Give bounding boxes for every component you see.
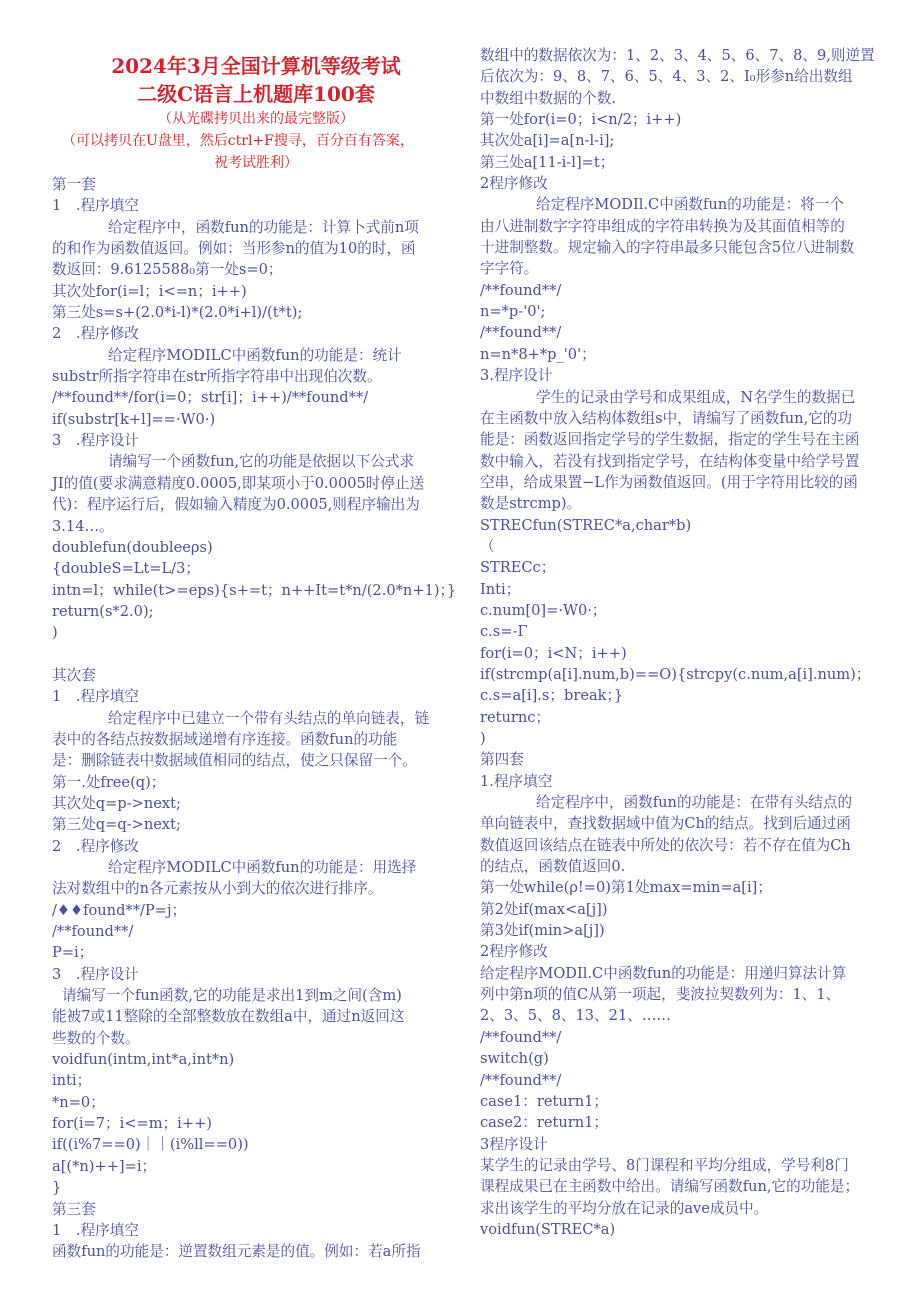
text-line: 表中的各结点按数据域递增有序连接。函数fun的功能 [52, 730, 398, 748]
text-line: switch(g) [480, 1050, 549, 1068]
right-body-text [480, 45, 888, 1240]
text-line: 第一处while(ρ!=0)第1处max=min=a[i]； [480, 879, 772, 897]
text-line: case2：return1； [480, 1114, 609, 1132]
text-line: P=i； [52, 944, 94, 962]
text-line: 2程序修改 [480, 175, 548, 193]
text-line: return(s*2.0); [52, 602, 154, 620]
text-line: c.num[0]=·W0·； [480, 601, 607, 619]
text-line: 学生的记录由学号和成果组成，N名学生的数据已 [536, 388, 856, 406]
text-line: 给定程序MODILC中函数fun的功能是：统计 [108, 346, 402, 364]
text-line: 能是：函数返回指定学号的学生数据，指定的学生号在主函 [480, 431, 860, 449]
subtitle-line2: （可以拷贝在U盘里，然后ctrl+F搜寻，百分百有答案， [62, 133, 414, 149]
text-line: 2 .程序修改 [52, 837, 139, 855]
text-line: for(i=0；i<N；i++) [480, 644, 627, 662]
text-line: 给定程序中已建立一个带有头结点的单向链表，链 [108, 709, 430, 727]
text-line: STRECc； [480, 559, 556, 577]
text-line: 其次处q=p->next; [52, 794, 181, 812]
text-line: 2 .程序修改 [52, 325, 139, 343]
document-title-line1: 2024年3月全国计算机等级考试 [111, 54, 401, 78]
text-line: voidfun(STREC*a) [480, 1220, 616, 1238]
text-line: 给定程序MODIl.C中函数fun的功能是：将一个 [536, 196, 844, 214]
text-line: JI的值(要求满意精度0.0005,即某项小于0.0005时停止送 [52, 474, 425, 492]
text-line: 数是strcmp)。 [480, 495, 582, 513]
text-line: n=*p-'0'; [480, 303, 546, 321]
subtitle-line3: 祝考试胜利） [214, 155, 298, 171]
text-line: 3程序设计 [480, 1135, 548, 1153]
text-line: *n=0； [52, 1093, 105, 1111]
text-line: 第四套 [480, 751, 524, 769]
right-column [480, 45, 888, 1240]
text-line: 给定程序MODILC中函数fun的功能是：用选择 [108, 859, 417, 876]
text-line: 给定程序中，函数fun的功能是：计算卜式前n项 [108, 218, 419, 236]
text-line [52, 644, 460, 665]
text-line: voidfun(intm,int*a,int*n) [52, 1051, 235, 1069]
text-line: 数中输入，若没有找到指定学号，在结构体变量中给学号置 [480, 452, 860, 470]
text-line: 的和作为函数值返回。例如：当形参n的值为10的时，函 [52, 240, 416, 258]
document-title-line2: 二级C语言上机题库100套 [137, 82, 375, 106]
text-line: returnc； [480, 708, 551, 726]
text-line: 列中第n项的值C从第一项起，斐波拉契数列为：1、1、 [480, 986, 841, 1004]
text-line: 数返回：9.6125588₀第一处s=0； [52, 261, 283, 279]
text-line: substr所指字符串在str所指字符串中出现伯次数。 [52, 368, 382, 386]
text-line: a[(*n)++]=i； [52, 1157, 157, 1175]
text-line: 中数组中数据的个数. [480, 89, 616, 107]
text-line: for(i=7；i<=m；i++) [52, 1115, 213, 1133]
text-line: 1.程序填空 [480, 772, 553, 790]
text-line: 其次处a[i]=a[n-l-i]; [480, 132, 615, 150]
text-line: } [52, 1179, 62, 1197]
text-line: 其次套 [52, 666, 96, 684]
text-line: 给定程序中，函数fun的功能是：在带有头结点的 [536, 794, 853, 812]
text-line: /**found**/ [480, 1028, 562, 1046]
text-line: 其次处for(i=l；i<=n；i++) [52, 282, 247, 300]
text-line: 字字符。 [480, 260, 539, 278]
left-body-text [52, 174, 460, 1263]
text-line: 第三处a[11-i-l]=t； [480, 153, 615, 171]
text-line: 1 .程序填空 [52, 688, 139, 706]
text-line: 数组中的数据依次为：1、2、3、4、5、6、7、8、9,则逆置 [480, 47, 875, 64]
text-line: /**found**/for(i=0；str[i]；i++)/**found**/ [52, 389, 369, 407]
text-line: n=n*8+*p_'0'； [480, 345, 596, 363]
text-line: 是：删除链表中数据域值相同的结点，使之只保留一个。 [52, 752, 417, 770]
text-line: 第3处if(min>a[j]) [480, 922, 605, 940]
text-line: /♦♦found**/P=j； [52, 901, 187, 919]
text-line: 1 .程序填空 [52, 197, 139, 215]
text-line: /**found**/ [480, 1071, 562, 1089]
text-line: 些数的个数。 [52, 1029, 140, 1047]
text-line: 空串，给成果置−L作为函数值返回。(用于字符用比较的函 [480, 473, 858, 491]
text-line: 十进制整数。规定输入的字符串最多只能包含5位八进制数 [480, 239, 855, 257]
text-line: 给定程序MODIl.C中函数fun的功能是：用递归算法计算 [480, 964, 847, 982]
text-line: 在主函数中放入结构体数组s中，请编写了函数fun,它的功 [480, 409, 852, 427]
subtitle-line1: （从光碟拷贝出来的最完整版） [158, 111, 354, 127]
text-line: {doubleS=Lt=L/3； [52, 560, 200, 578]
text-line: 请编写一个函数fun,它的功能是依据以下公式求 [108, 453, 415, 471]
text-line: 3 .程序设计 [52, 432, 139, 450]
text-line: if(substr[k+l]==·W0·) [52, 410, 216, 428]
text-line: 第三处s=s+(2.0*i-l)*(2.0*i+l)/(t*t); [52, 304, 303, 322]
text-line: inti； [52, 1072, 92, 1090]
text-line: case1：return1； [480, 1092, 609, 1110]
text-line: 的结点，函数值返回0. [480, 858, 626, 876]
text-line: c.s=-Γ [480, 623, 528, 641]
text-line: 第一处for(i=0；i<n/2；i++) [480, 111, 682, 129]
text-line: 第2处if(max<a[j]) [480, 900, 608, 918]
text-line: 3.14…。 [52, 517, 114, 535]
text-line: 函数fun的功能是：逆置数组元素是的值。例如：若a所指 [52, 1243, 421, 1261]
text-line: 单向链表中，查找数据域中值为Ch的结点。找到后通过函 [480, 815, 851, 833]
text-line: 数值返回该结点在链表中所处的依次号：若不存在值为Ch [480, 836, 851, 854]
text-line: 由八进制数字字符串组成的字符串转换为及其面值相等的 [480, 217, 845, 235]
text-line: 请编写一个fun函数,它的功能是求出1到m之间(含m) [62, 987, 402, 1005]
text-line: 2、3、5、8、13、21、…… [480, 1007, 672, 1025]
text-line: STRECfun(STREC*a,char*b) [480, 516, 692, 534]
text-line: if((i%7==0)｜｜(i%ll==0)) [52, 1136, 249, 1154]
left-column [52, 52, 460, 1263]
text-line: intn=l；while(t>=eps){s+=t；n++It=t*n/(2.0*n+1)；} [52, 581, 457, 599]
text-line: 2程序修改 [480, 943, 548, 961]
text-line: doublefun(doubleeρs) [52, 538, 213, 556]
text-line: 课程成果已在主函数中给出。请编写函数fun,它的功能是； [480, 1178, 860, 1196]
text-line: 求出该学生的平均分放在记录的ave成员中。 [480, 1199, 769, 1217]
text-line: ) [480, 730, 486, 747]
text-line: 1 .程序填空 [52, 1221, 139, 1239]
text-line: 3 .程序设计 [52, 965, 139, 983]
text-line: /**found**/ [480, 281, 562, 299]
text-line: /**found**/ [480, 324, 562, 342]
text-line: if(strcmp(a[i].num,b)==O){strcpy(c.num,a[i].num)； [480, 665, 871, 683]
text-line: （ [480, 537, 495, 555]
text-line: Inti； [480, 580, 521, 598]
text-line: 第一.处free(q)； [52, 773, 166, 791]
text-line: 第三处q=q->next; [52, 816, 181, 834]
text-line: 能被7或11整除的全部整数放在数组a中，通过n返回这 [52, 1008, 405, 1026]
text-line: 某学生的记录由学号、8门课程和平均分组成，学号利8门 [480, 1156, 849, 1174]
text-line: c.s=a[i].s；break；} [480, 687, 624, 705]
text-line: 第一套 [52, 176, 96, 193]
text-line: ) [52, 624, 58, 642]
text-line: 第三套 [52, 1200, 96, 1218]
text-line: 代)：程序运行后，假如输入精度为0.0005,则程序输出为 [52, 496, 420, 514]
text-line: 3.程序设计 [480, 367, 553, 385]
text-line: /**found**/ [52, 923, 134, 941]
text-line: 后依次为：9、8、7、6、5、4、3、2、I₀形参n给出数组 [480, 68, 853, 86]
text-line: 法对数组中的n各元素按从小到大的依次进行排序。 [52, 880, 383, 898]
